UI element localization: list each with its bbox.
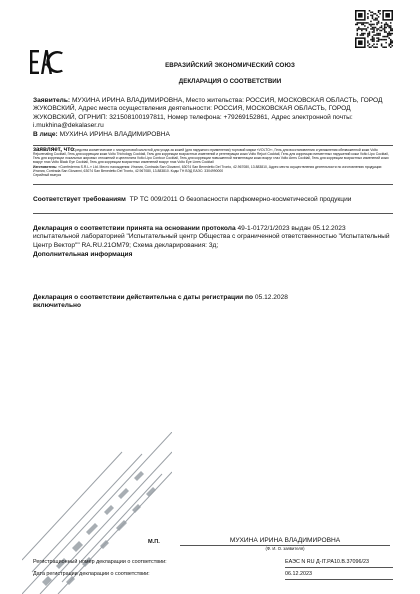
applicant-block xyxy=(33,97,393,139)
basis-block xyxy=(33,225,393,250)
divider xyxy=(33,184,393,185)
requirements-text: ТР ТС 009/2011 О безопасности парфюмерно-косметической продукции xyxy=(129,196,352,203)
registration-date-label: Дата регистрации декларации о соответствии: xyxy=(33,571,150,577)
document-title: ДЕКЛАРАЦИЯ О СООТВЕТСТВИИ xyxy=(178,78,282,85)
signer-name: МУХИНА ИРИНА ВЛАДИМИРОВНА xyxy=(229,537,341,544)
validity-suffix: включительно xyxy=(33,302,82,310)
registration-number: ЕАЭС N RU Д-IT.PA10.B.37096/23 xyxy=(285,559,370,565)
validity-label: Декларация о соответствии действительна с даты регистрации по xyxy=(33,294,254,301)
additional-label: Дополнительная информация xyxy=(33,251,133,258)
divider xyxy=(33,213,393,214)
validity-block xyxy=(33,294,393,311)
registration-number-line xyxy=(285,567,393,568)
statement-text: Средства косметические с гиалуроновой кислотой для ухода за кожей (для наружного применения) торговой марки «VOLTO»:, Гель для восстановления и увлажнения обезвоженной кожи Volto Rejuvenating Cocktail, Гель для коррекции кожи Volto Trichology Cocktail, Гель для коррекции возрастных изменений и регенерации кожи Volto Rejuvi Cocktail, Гель для коррекции пигментных нарушений кожи Volto Lipo Cocktail, Гель для коррекции локальных жировых отложений и целлюлита Volto Lipo Contour Cocktail, Гель для коррекции повышенной пигментации кожи вокруг глаз Volto Arms Cocktail, Гель для коррекции возрастных изменений кожи вокруг глаз Volto Black Eye Cocktail, Гель для коррекции возрастных изменений вокруг глаз Volto Eye Lines Cocktail xyxy=(33,147,389,165)
registration-date: 06.12.2023 xyxy=(285,571,312,577)
eac-logo xyxy=(30,50,64,74)
person-name: МУХИНА ИРИНА ВЛАДИМИРОВНА xyxy=(59,130,170,138)
basis-text: 49-1-0172/1/2023 выдан 05.12.2023 испытательной лабораторией "Испытательный центр Общества с ограниченной ответственностью "Испытательный Центр Вектор"" RA.RU.21ОМ79; Схема декларирования: 3д; xyxy=(33,225,390,249)
validity-date: 05.12.2028 xyxy=(254,294,288,301)
signer-caption: (Ф. И. О. заявителя) xyxy=(265,546,305,551)
additional-block xyxy=(33,251,393,259)
statement-text-block xyxy=(33,148,393,178)
stamp-place-label: М.П. xyxy=(148,539,160,545)
basis-label: Декларация о соответствии принята на основании протокола xyxy=(33,225,236,232)
registration-date-line xyxy=(285,579,393,580)
requirements-label: Соответствует требованиям xyxy=(33,196,126,203)
qr-code xyxy=(355,10,393,48)
requirements-block xyxy=(33,196,393,204)
applicant-text: МУХИНА ИРИНА ВЛАДИМИРОВНА, Место жительства: РОССИЯ, МОСКОВСКАЯ ОБЛАСТЬ, ГОРОД ЖУКОВСКИЙ, Адрес места осуществления деятельности: РОССИЯ, МОСКОВСКАЯ ОБЛАСТЬ, ГОРОД ЖУКОВСКИЙ, ОГРНИП: 321508100197811, Номер телефона: +79269152861, Адрес электронной почты: i.mukhina@dekalaser.ru xyxy=(33,97,383,130)
registration-number-label: Регистрационный номер декларации о соответствии: xyxy=(33,559,167,565)
watermark-stamp xyxy=(22,432,172,594)
union-title: ЕВРАЗИЙСКИЙ ЭКОНОМИЧЕСКИЙ СОЮЗ xyxy=(165,62,295,69)
applicant-label: Заявитель: xyxy=(33,97,71,104)
manufacturer-label: Изготовитель: xyxy=(33,164,58,169)
statement-label: заявляет, что xyxy=(33,146,74,153)
serial-text: Серийный выпуск xyxy=(33,173,62,178)
manufacturer-text: «Comfederma S.R.L.» Ltd. Место нахождения: Италия, Contrada San Giovanni, 63074 San Benedetto Del Tronto, 42.967080, 13.883810, Адрес места осуществления деятельности по изготовлению продукции: Италия, Contrada San Giovanni, 63074 San Benedetto Del Tronto, 42.967080, 13.883810. Коды ТН ВЭД ЕАЭС: 3304990000 xyxy=(33,164,383,173)
person-label: В лице: xyxy=(33,130,58,138)
